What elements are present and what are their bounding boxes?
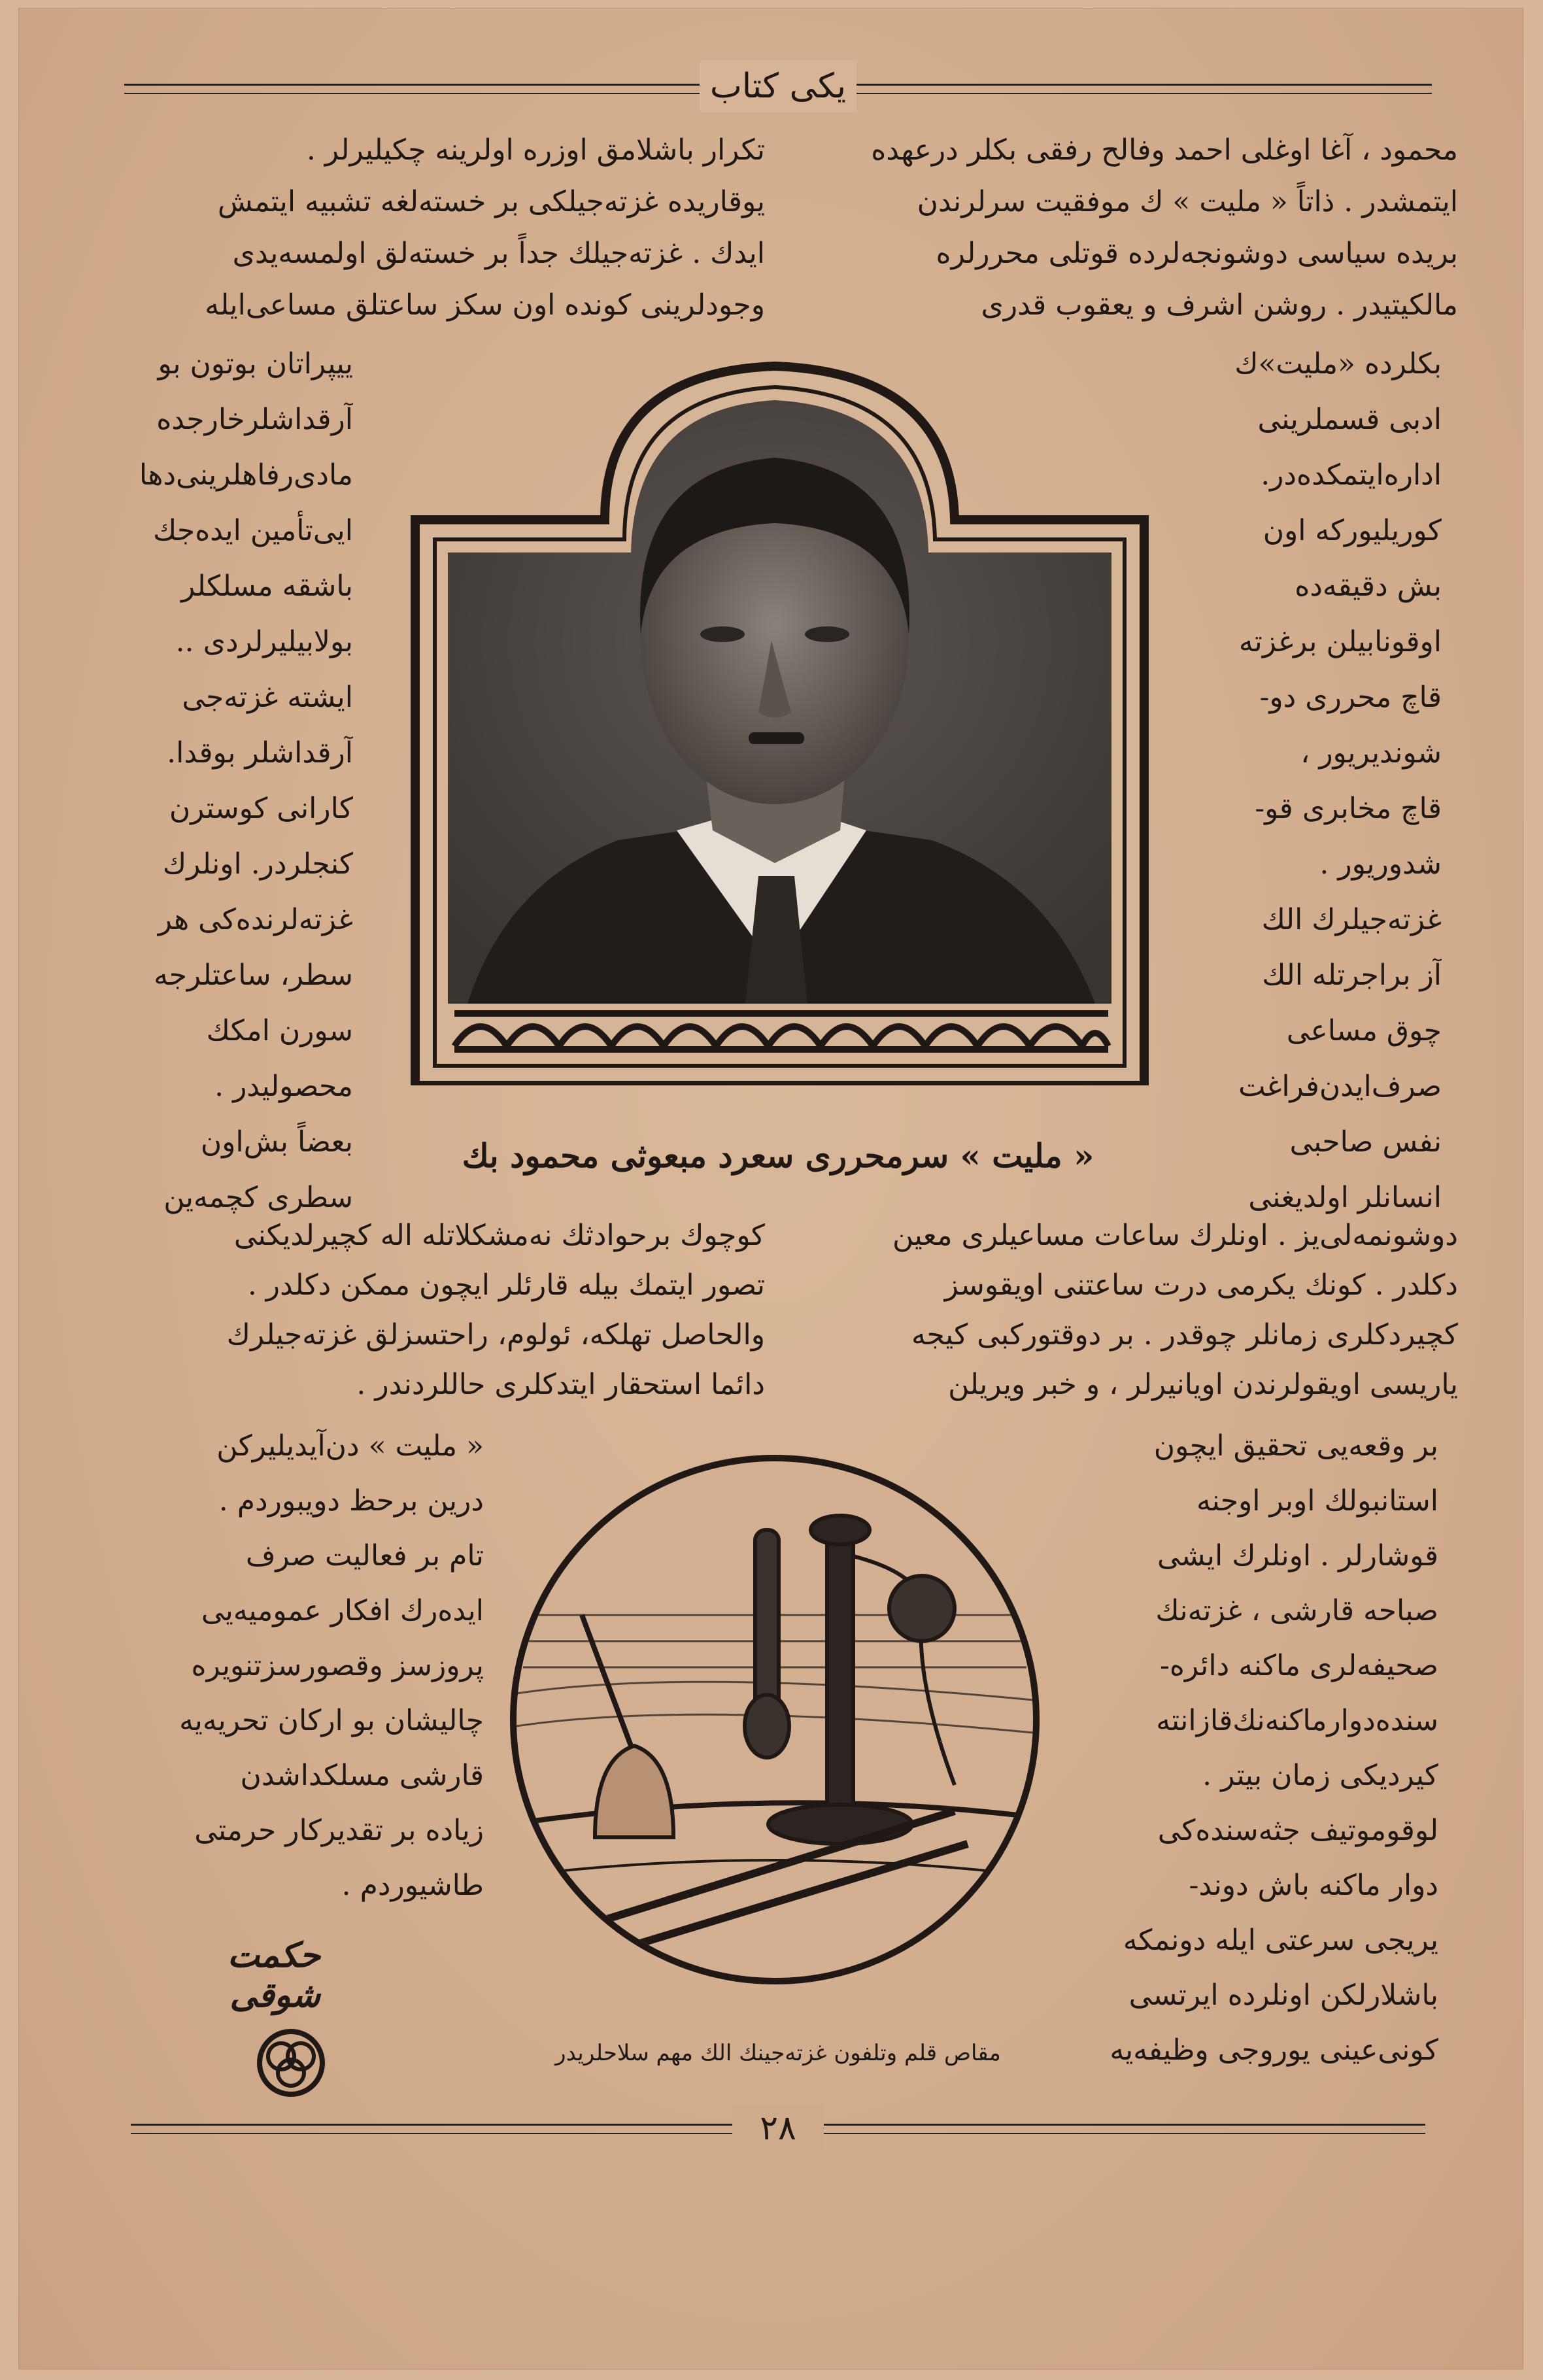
text-line: اداره‌ایتمكده‌در. bbox=[1261, 458, 1442, 492]
header-rule-top-right bbox=[856, 84, 1432, 86]
text-line: یاریسی اویقولرندن اویانیرلر ، و خبر ویریلن bbox=[948, 1368, 1458, 1401]
text-line: دوشونمه‌لی‌یز . اونلرك ساعات مساعیلری معین bbox=[892, 1219, 1458, 1252]
text-line: نفس صاحبی bbox=[1289, 1125, 1442, 1159]
text-line: لوقوموتیف جثه‌سنده‌كی bbox=[1157, 1814, 1438, 1847]
text-line: والحاصل تهلكه، ئولوم، راحتسزلق غزته‌جیلرك bbox=[226, 1318, 765, 1352]
text-line: دائما استحقار ایتدكلری حاللردندر . bbox=[356, 1368, 765, 1401]
text-line: سورن امكك bbox=[206, 1014, 353, 1047]
text-line: قارشی مسلكداشدن bbox=[240, 1759, 484, 1792]
page-number: ٢٨ bbox=[732, 2105, 824, 2151]
text-line: چالیشان بو اركان تحریه‌یه bbox=[179, 1704, 484, 1737]
text-line: باشلارلكن اونلرده ایرتسی bbox=[1128, 1979, 1438, 2012]
text-line: ایشته غزته‌جی bbox=[182, 681, 353, 714]
text-line: صرف‌ایدن‌فراغت bbox=[1238, 1070, 1442, 1103]
text-line: باشقه مسلكلر bbox=[181, 570, 353, 603]
text-line: ایدك . غزته‌جیلك جداً بر خسته‌لق اولمسه‌یدی bbox=[232, 237, 765, 270]
text-line: بولابیلیرلردی .. bbox=[175, 625, 353, 658]
text-line: صباحه قارشی ، غزته‌نك bbox=[1155, 1594, 1438, 1627]
text-line: پروزسز وقصورسزتنویره bbox=[191, 1649, 484, 1682]
text-line: غزته‌جیلرك الك bbox=[1261, 903, 1442, 936]
text-line: تكرار باشلامق اوزره اولرینه چكیلیرلر . bbox=[306, 133, 765, 167]
text-line: طاشیوردم . bbox=[341, 1869, 484, 1902]
portrait-photo bbox=[409, 360, 1151, 1085]
text-line: ادبی قسملرینی bbox=[1257, 403, 1442, 436]
text-line: شوندیریور ، bbox=[1300, 736, 1442, 770]
text-line: بعضاً بش‌اون bbox=[200, 1125, 353, 1159]
text-line: شدوریور . bbox=[1319, 847, 1442, 881]
text-line: ایده‌رك افكار عمومیه‌یی bbox=[201, 1594, 484, 1627]
text-line: اوقونابیلن برغزته bbox=[1238, 625, 1442, 658]
portrait-caption: « ملیت » سرمحرری سعرد مبعوثی محمود بك bbox=[462, 1136, 1094, 1175]
text-line: قاچ مخابری قو- bbox=[1255, 792, 1442, 825]
text-column-mid-left bbox=[118, 1211, 765, 1410]
publisher-logo-icon bbox=[255, 2027, 327, 2099]
text-line: سطر، ساعتلرجه bbox=[154, 959, 353, 992]
text-line: یریجی سرعتی ایله دونمكه bbox=[1123, 1924, 1438, 1957]
telephone-scissors-illustration bbox=[497, 1419, 1053, 1994]
text-line: بریده سیاسی دوشونجه‌لرده قوتلی محررلره bbox=[936, 237, 1458, 270]
text-line: كیردیكی زمان بیتر . bbox=[1202, 1759, 1438, 1792]
footer-rule-left-2 bbox=[131, 2133, 732, 2134]
text-line: قاچ محرری دو- bbox=[1259, 681, 1442, 714]
text-line: ایی‌تأمین ایده‌جك bbox=[152, 514, 353, 547]
text-column-top-left bbox=[118, 124, 765, 331]
text-column-top-right bbox=[798, 124, 1458, 331]
text-line: یوقاریده غزته‌جیلكی بر خسته‌لغه تشبیه ایتمش bbox=[217, 185, 765, 218]
text-line: محصولیدر . bbox=[214, 1070, 353, 1103]
text-line: زیاده بر تقدیركار حرمتی bbox=[194, 1814, 484, 1847]
text-column-mid-right bbox=[798, 1211, 1458, 1410]
text-line: درین برحظ دویبوردم . bbox=[218, 1484, 484, 1518]
text-line: كوریلیوركه اون bbox=[1263, 514, 1442, 547]
text-line: تام بر فعالیت صرف bbox=[245, 1539, 484, 1572]
text-line: كوچوك برحوادثك نه‌مشكلاتله اله كچیرلدیكنی bbox=[233, 1219, 765, 1252]
text-column-low-right bbox=[1072, 1419, 1438, 2078]
text-line: آرقداشلرخارجده bbox=[156, 403, 353, 436]
illustration-caption: مقاص قلم وتلفون غزته‌جینك الك مهم سلاحلریدر bbox=[555, 2040, 1001, 2066]
text-line: محمود ، آغا اوغلی احمد وفالح رفقی بكلر درعهده bbox=[871, 133, 1458, 167]
text-line: قوشارلر . اونلرك ایشی bbox=[1157, 1539, 1438, 1572]
text-column-low-left bbox=[150, 1419, 484, 1913]
header-rule-top bbox=[124, 84, 700, 86]
text-line: صحیفه‌لری ماكنه دائره- bbox=[1159, 1649, 1438, 1682]
text-line: بر وقعه‌یی تحقیق ایچون bbox=[1153, 1429, 1438, 1463]
text-line: ییپراتان بوتون بو bbox=[158, 347, 353, 381]
text-line: آرقداشلر بوقدا. bbox=[167, 736, 353, 770]
footer-rule-right-2 bbox=[824, 2133, 1425, 2134]
text-line: آز براجرتله الك bbox=[1262, 959, 1442, 992]
text-line: بكلرده «ملیت»ك bbox=[1234, 347, 1442, 381]
text-column-left-narrow bbox=[105, 336, 353, 1225]
header-rule-second-right bbox=[856, 93, 1432, 94]
text-line: سطری كچمه‌ین bbox=[163, 1181, 353, 1214]
page-header-title: یكی كتاب bbox=[700, 60, 856, 112]
text-line: دوار ماكنه باش دوند- bbox=[1189, 1869, 1438, 1902]
text-line: تصور ایتمك بیله قارئلر ایچون ممكن دكلدر . bbox=[247, 1268, 765, 1302]
text-column-right-narrow bbox=[1174, 336, 1442, 1225]
text-line: ایتمشدر . ذاتاً « ملیت » ك موفقیت سرلرندن bbox=[917, 185, 1458, 218]
text-line: كارانی كوسترن bbox=[169, 792, 353, 825]
text-line: مادی‌رفاهلرینی‌دها bbox=[139, 458, 353, 492]
text-line: سنده‌دوارماكنه‌نك‌قازانته bbox=[1156, 1704, 1438, 1737]
text-line: « ملیت » دن‌آیدیلیركن bbox=[216, 1429, 484, 1463]
text-line: كنجلردر. اونلرك bbox=[162, 847, 353, 881]
text-line: دكلدر . كونك یكرمی درت ساعتنی اویقوسز bbox=[944, 1268, 1458, 1302]
text-line: بش دقیقه‌ده bbox=[1295, 570, 1442, 603]
footer-rule-left bbox=[131, 2124, 732, 2126]
footer-rule-right bbox=[824, 2124, 1425, 2126]
text-line: غزته‌لرنده‌كی هر bbox=[158, 903, 353, 936]
text-line: مالكیتیدر . روشن اشرف و یعقوب قدری bbox=[981, 288, 1458, 322]
text-line: كونی‌عینی یوروجی وظیفه‌یه bbox=[1110, 2033, 1438, 2067]
text-line: كچیردكلری زمانلر چوقدر . بر دوقتوركبی كیجه bbox=[911, 1318, 1458, 1352]
author-signature: حكمت شوقی bbox=[228, 1935, 320, 2015]
text-line: چوق مساعی bbox=[1286, 1014, 1442, 1047]
text-line: استانبولك اوبر اوجنه bbox=[1196, 1484, 1438, 1518]
text-line: انسانلر اولدیغنی bbox=[1248, 1181, 1442, 1214]
header-rule-second bbox=[124, 93, 700, 94]
text-line: وجودلرینی كونده اون سكز ساعتلق مساعی‌ایله bbox=[205, 288, 765, 322]
